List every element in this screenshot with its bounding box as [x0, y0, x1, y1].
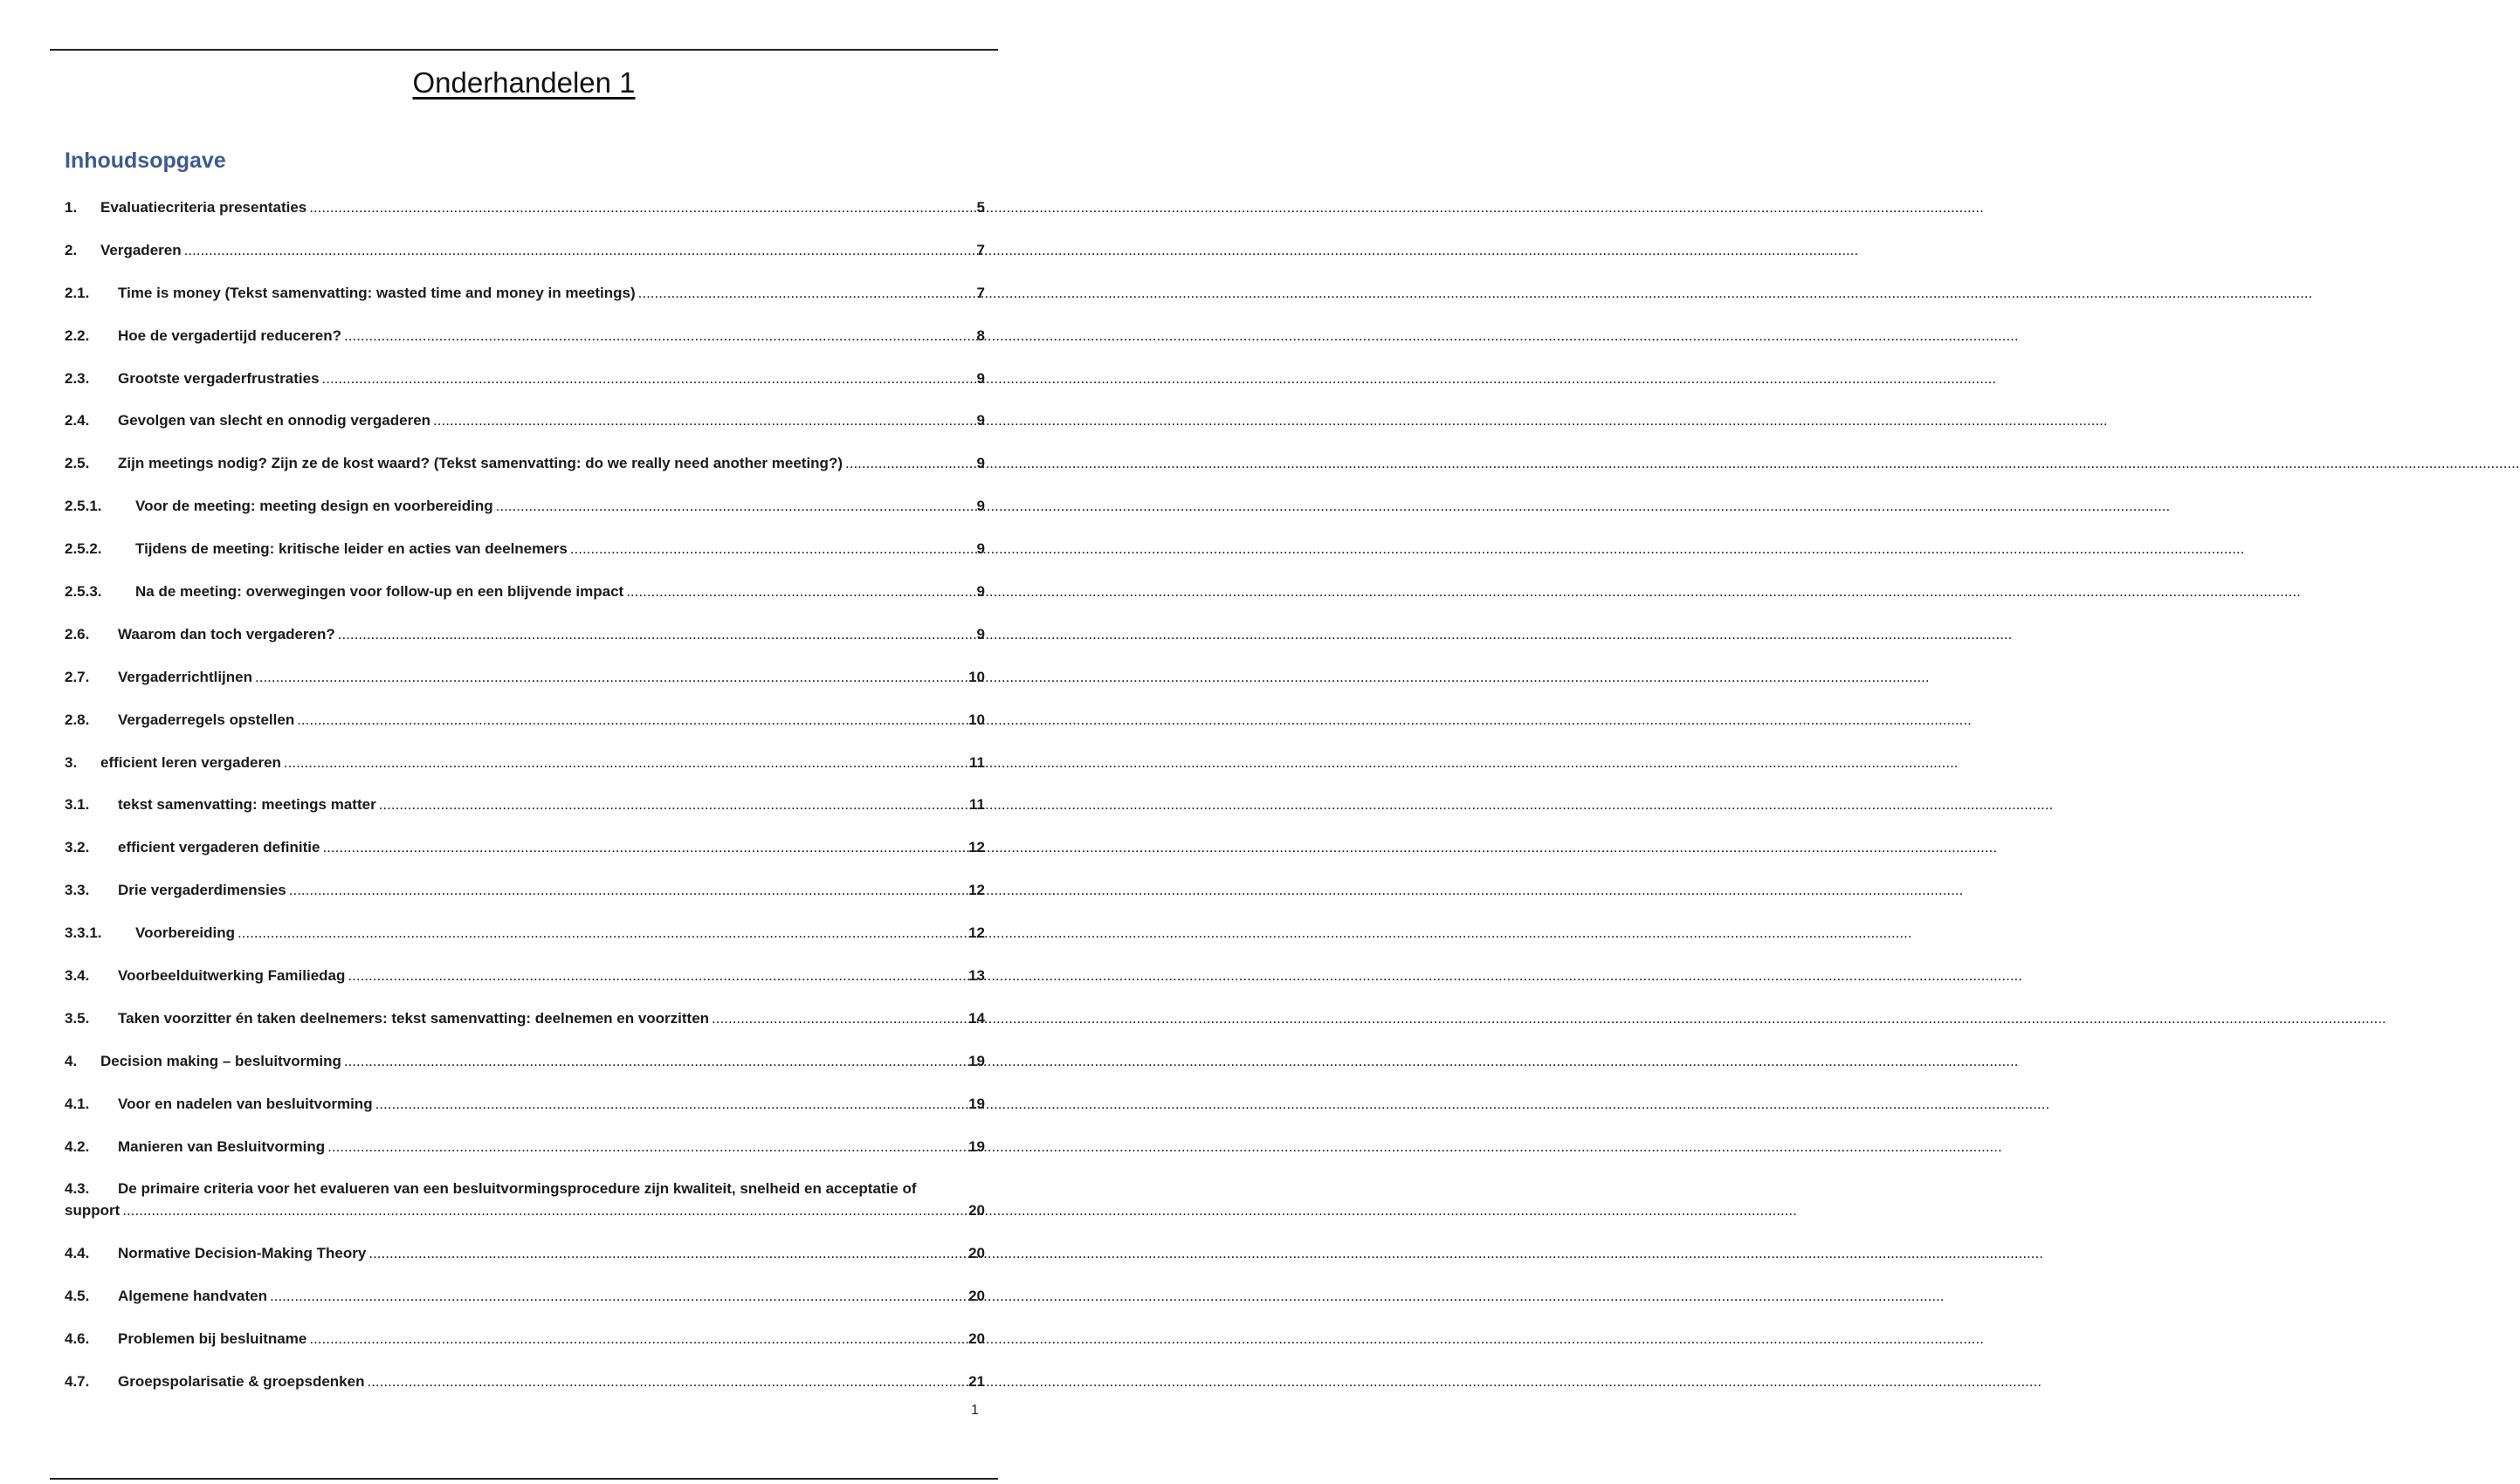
toc-entry-title[interactable]: Voor en nadelen van besluitvorming — [118, 1095, 373, 1112]
toc-dot-leader — [255, 669, 967, 686]
toc-entry-page[interactable]: 20 — [968, 1287, 985, 1304]
toc-entry-title[interactable]: Evaluatiecriteria presentaties — [100, 199, 307, 216]
toc-entry-number: 2.5.1. — [65, 498, 102, 515]
toc-entry[interactable] — [65, 327, 985, 370]
toc-entry-title[interactable]: Taken voorzitter én taken deelnemers: tekst samenvatting: deelnemen en voorzitten — [118, 1009, 710, 1027]
toc-dot-leader — [379, 796, 967, 814]
toc-dot-leader — [322, 839, 967, 856]
toc-dot-leader — [289, 882, 967, 899]
toc-entry-title[interactable]: Voorbeelduitwerking Familiedag — [118, 967, 346, 985]
toc-entry[interactable] — [65, 498, 985, 540]
toc-entry[interactable] — [65, 1180, 985, 1245]
toc-entry-line — [65, 754, 985, 772]
toc-entry-number: 2.6. — [65, 625, 90, 642]
toc-entry-page[interactable]: 10 — [968, 711, 985, 728]
toc-entry-title[interactable]: Time is money (Tekst samenvatting: wasted time and money in meetings) — [118, 284, 636, 301]
toc-entry-title[interactable]: Grootste vergaderfrustraties — [118, 369, 320, 387]
toc-entry-page[interactable]: 19 — [968, 1137, 985, 1155]
toc-dot-leader — [284, 754, 967, 772]
toc-entry-title[interactable]: De primaire criteria voor het evalueren van een besluitvormingsprocedure zijn kwaliteit, snelheid en acceptatie of — [118, 1180, 917, 1198]
toc-entry-number: 4.2. — [65, 1137, 90, 1155]
toc-entry[interactable] — [65, 1010, 985, 1053]
toc-entry-page[interactable]: 10 — [968, 668, 985, 685]
toc-entry-number: 2.7. — [65, 668, 90, 685]
toc-entry-page[interactable]: 9 — [976, 625, 985, 642]
toc-entry-title[interactable]: Vergaderregels opstellen — [118, 711, 295, 728]
toc-entry-line — [65, 796, 985, 814]
toc-entry-number: 4.6. — [65, 1329, 90, 1347]
toc-entry-page[interactable]: 11 — [969, 753, 985, 771]
toc-entry-line — [65, 1330, 985, 1348]
toc-entry[interactable] — [65, 796, 985, 839]
toc-entry[interactable] — [65, 711, 985, 754]
toc-entry-page[interactable]: 7 — [976, 241, 985, 258]
toc-entry[interactable] — [65, 924, 985, 967]
toc-entry-line — [65, 1288, 985, 1305]
top-rule — [50, 49, 998, 51]
toc-entry-line — [65, 1180, 985, 1198]
toc-entry[interactable] — [65, 967, 985, 1010]
toc-entry-line — [65, 1010, 985, 1027]
toc-dot-leader — [297, 711, 967, 729]
toc-entry-line — [65, 1096, 985, 1113]
toc-dot-leader — [309, 1330, 967, 1348]
toc-entry-title[interactable]: Vergaderen — [100, 241, 182, 258]
toc-entry-title[interactable]: Na de meeting: overwegingen voor follow-up en een blijvende impact — [135, 583, 624, 601]
toc-entry-title[interactable]: Groepspolarisatie & groepsdenken — [118, 1372, 365, 1390]
toc-entry-title[interactable]: Vergaderrichtlijnen — [118, 668, 252, 685]
toc-entry-title[interactable]: Tijdens de meeting: kritische leider en acties van deelnemers — [135, 540, 568, 558]
toc-entry[interactable] — [65, 540, 985, 583]
toc-entry[interactable] — [65, 1138, 985, 1181]
toc-entry-page[interactable]: 9 — [976, 455, 985, 472]
toc-heading: Inhoudsopgave — [65, 148, 226, 173]
toc-entry-line — [65, 711, 985, 729]
table-of-contents — [65, 199, 985, 1416]
toc-entry-page[interactable]: 9 — [976, 412, 985, 429]
toc-dot-leader — [496, 498, 975, 515]
toc-dot-leader — [367, 1373, 967, 1391]
toc-entry-line — [65, 1373, 985, 1391]
toc-entry-page[interactable]: 12 — [968, 839, 985, 856]
toc-dot-leader — [375, 1096, 967, 1113]
toc-entry-number: 3.5. — [65, 1009, 90, 1027]
toc-dot-leader — [184, 242, 975, 259]
toc-entry-page[interactable]: 9 — [976, 583, 985, 601]
toc-entry-page[interactable]: 21 — [968, 1372, 985, 1390]
toc-dot-leader — [322, 370, 975, 388]
toc-entry-title-continued[interactable]: support — [65, 1202, 120, 1219]
toc-entry-line — [65, 839, 985, 856]
toc-dot-leader — [433, 412, 975, 429]
toc-entry[interactable] — [65, 1330, 985, 1373]
toc-dot-leader — [845, 455, 975, 472]
toc-entry-number: 4.4. — [65, 1244, 90, 1261]
toc-entry-line — [65, 1053, 985, 1070]
toc-entry-line — [65, 1202, 985, 1219]
toc-entry-number: 3.4. — [65, 967, 90, 985]
toc-dot-leader — [570, 540, 975, 558]
toc-entry-title[interactable]: Voor de meeting: meeting design en voorbereiding — [135, 498, 493, 515]
toc-entry[interactable] — [65, 1245, 985, 1288]
toc-entry-number: 2.5.3. — [65, 583, 102, 601]
toc-entry-line — [65, 455, 985, 472]
toc-dot-leader — [344, 327, 975, 345]
toc-dot-leader — [309, 199, 974, 216]
toc-entry-number: 3.1. — [65, 796, 90, 814]
toc-entry-line — [65, 1245, 985, 1262]
toc-dot-leader — [338, 626, 975, 643]
toc-entry-page[interactable]: 14 — [968, 1009, 985, 1027]
toc-entry-line — [65, 1138, 985, 1156]
toc-entry-page[interactable]: 5 — [976, 199, 985, 216]
toc-entry-line — [65, 924, 985, 942]
toc-entry-number: 2.3. — [65, 369, 90, 387]
toc-entry-number: 2.8. — [65, 711, 90, 728]
toc-entry-line — [65, 967, 985, 985]
toc-entry[interactable] — [65, 455, 985, 498]
toc-entry-number: 3.3.1. — [65, 924, 102, 942]
toc-dot-leader — [712, 1010, 967, 1027]
toc-entry-number: 4.7. — [65, 1372, 90, 1390]
toc-entry[interactable] — [65, 583, 985, 626]
toc-entry[interactable] — [65, 199, 985, 242]
toc-entry-title[interactable]: efficient vergaderen definitie — [118, 839, 320, 856]
toc-entry-number: 1. — [65, 199, 78, 216]
toc-entry-title[interactable]: Decision making – besluitvorming — [100, 1052, 341, 1069]
toc-entry-line — [65, 242, 985, 259]
toc-entry-page[interactable]: 12 — [968, 882, 985, 899]
toc-entry-number: 3.2. — [65, 839, 90, 856]
toc-entry-line — [65, 370, 985, 388]
toc-entry-line — [65, 327, 985, 345]
toc-dot-leader — [368, 1245, 967, 1262]
toc-entry-number: 2.5. — [65, 455, 90, 472]
toc-dot-leader — [344, 1053, 967, 1070]
toc-dot-leader — [638, 285, 975, 302]
toc-entry-number: 2.1. — [65, 284, 90, 301]
toc-entry-page[interactable]: 20 — [968, 1244, 985, 1261]
toc-entry-line — [65, 199, 985, 216]
toc-entry-page[interactable]: 8 — [976, 326, 985, 344]
toc-entry[interactable] — [65, 242, 985, 285]
toc-dot-leader — [327, 1138, 967, 1156]
toc-entry[interactable] — [65, 285, 985, 327]
toc-entry-page[interactable]: 19 — [968, 1052, 985, 1069]
toc-dot-leader — [270, 1288, 967, 1305]
toc-entry-title[interactable]: Waarom dan toch vergaderen? — [118, 625, 335, 642]
toc-entry[interactable] — [65, 1053, 985, 1096]
toc-entry-number: 3. — [65, 753, 78, 771]
toc-entry-page[interactable]: 7 — [976, 284, 985, 301]
toc-entry-title[interactable]: tekst samenvatting: meetings matter — [118, 796, 376, 814]
toc-entry-page[interactable]: 19 — [968, 1095, 985, 1112]
toc-entry-line — [65, 882, 985, 899]
toc-entry-title[interactable]: Voorbereiding — [135, 924, 235, 942]
toc-entry-title[interactable]: Normative Decision-Making Theory — [118, 1244, 367, 1261]
toc-entry-page[interactable]: 13 — [968, 967, 985, 985]
toc-entry[interactable] — [65, 754, 985, 797]
document-title: Onderhandelen 1 — [412, 66, 636, 99]
toc-entry-line — [65, 285, 985, 302]
toc-entry[interactable] — [65, 412, 985, 455]
toc-entry-line — [65, 583, 985, 601]
toc-entry-page[interactable]: 12 — [968, 924, 985, 942]
toc-entry-page[interactable]: 9 — [976, 498, 985, 515]
toc-dot-leader — [238, 924, 967, 942]
page-number: 1 — [971, 1403, 979, 1418]
toc-entry[interactable] — [65, 1373, 985, 1416]
toc-entry-line — [65, 498, 985, 515]
toc-entry-number: 4. — [65, 1052, 78, 1069]
toc-entry-number: 2.2. — [65, 326, 90, 344]
toc-entry-number: 2.5.2. — [65, 540, 102, 558]
toc-entry[interactable] — [65, 1096, 985, 1138]
toc-entry-title[interactable]: efficient leren vergaderen — [100, 753, 281, 771]
toc-entry-page[interactable]: 20 — [968, 1202, 985, 1219]
toc-entry-number: 2. — [65, 241, 78, 258]
toc-entry-page[interactable]: 9 — [976, 540, 985, 558]
toc-entry-page[interactable]: 11 — [969, 796, 985, 814]
toc-entry-page[interactable]: 20 — [968, 1329, 985, 1347]
toc-dot-leader — [348, 967, 967, 985]
toc-entry-line — [65, 626, 985, 643]
toc-dot-leader — [626, 583, 974, 601]
toc-entry-number: 4.1. — [65, 1095, 90, 1112]
toc-entry-line — [65, 669, 985, 686]
toc-entry-title[interactable]: Manieren van Besluitvorming — [118, 1137, 326, 1155]
toc-entry-title[interactable]: Algemene handvaten — [118, 1287, 267, 1304]
toc-entry-title[interactable]: Gevolgen van slecht en onnodig vergaderen — [118, 412, 431, 429]
toc-entry[interactable] — [65, 669, 985, 711]
toc-entry-line — [65, 412, 985, 429]
toc-entry-number: 4.5. — [65, 1287, 90, 1304]
toc-entry-title[interactable]: Hoe de vergadertijd reduceren? — [118, 326, 342, 344]
toc-entry-line — [65, 540, 985, 558]
toc-entry-page[interactable]: 9 — [976, 369, 985, 387]
toc-entry-title[interactable]: Zijn meetings nodig? Zijn ze de kost waard? (Tekst samenvatting: do we really need another meeting?) — [118, 455, 843, 472]
toc-entry-number: 3.3. — [65, 882, 90, 899]
toc-entry[interactable] — [65, 882, 985, 924]
toc-dot-leader — [122, 1202, 967, 1219]
toc-entry-number: 4.3. — [65, 1180, 90, 1198]
bottom-rule — [50, 1478, 998, 1480]
toc-entry-title[interactable]: Problemen bij besluitname — [118, 1329, 307, 1347]
toc-entry-number: 2.4. — [65, 412, 90, 429]
toc-entry-title[interactable]: Drie vergaderdimensies — [118, 882, 286, 899]
toc-entry[interactable] — [65, 1288, 985, 1330]
toc-entry[interactable] — [65, 839, 985, 882]
toc-entry[interactable] — [65, 370, 985, 413]
toc-entry[interactable] — [65, 626, 985, 669]
